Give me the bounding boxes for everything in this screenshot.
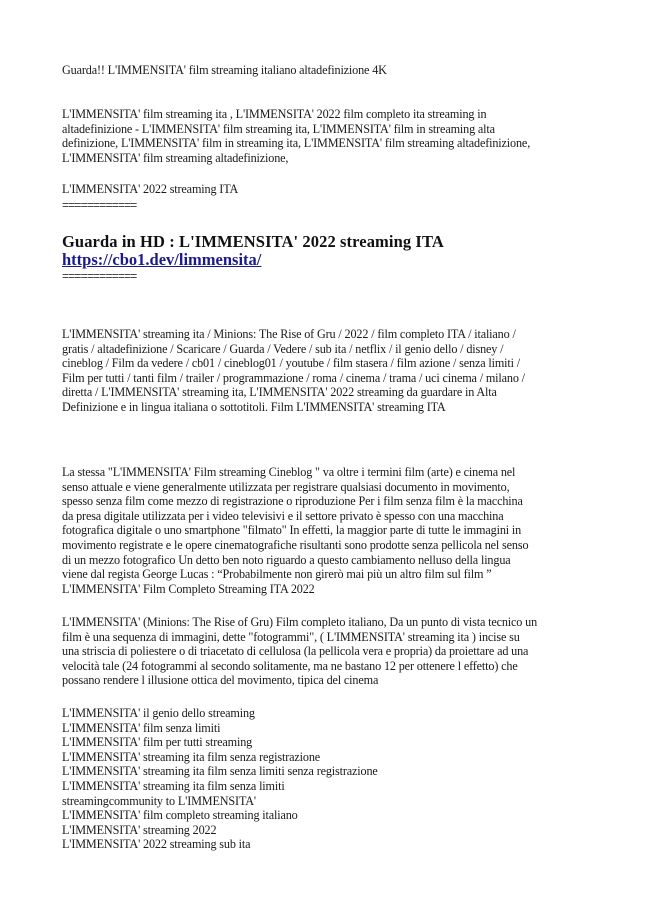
description-line: viene dal regista George Lucas : “Probabilmente non girerò mai più un altro film sul film ” xyxy=(62,567,492,582)
description-line: senso attuale e viene generalmente utilizzata per registrare qualsiasi documento in movimento, xyxy=(62,479,510,494)
technical-line: velocità tale (24 fotogrammi al secondo solitamente, ma ne bastano 12 per ottenere l effetto) che xyxy=(62,658,518,673)
technical-line: film è una sequenza di immagini, dette "fotogrammi", ( L'IMMENSITA' streaming ita ) incise su xyxy=(62,629,520,644)
keywords-line: altadefinizione - L'IMMENSITA' film streaming ita, L'IMMENSITA' film in streaming alta xyxy=(62,121,495,136)
keywords-line: L'IMMENSITA' film streaming ita , L'IMMENSITA' 2022 film completo ita streaming in xyxy=(62,107,487,121)
tags-line: L'IMMENSITA' streaming ita / Minions: The Rise of Gru / 2022 / film completo ITA / italiano / xyxy=(62,327,516,341)
tags-line: Film per tutti / tanti film / trailer / programmazione / roma / cinema / trama / uci cinema / milano / xyxy=(62,370,525,385)
tags-line: diretta / L'IMMENSITA' streaming ita, L'IMMENSITA' 2022 streaming da guardare in Alta xyxy=(62,385,497,400)
tags-line: cineblog / Film da vedere / cb01 / cineblog01 / youtube / film stasera / film azione / senza limiti / xyxy=(62,356,521,371)
description-paragraph xyxy=(62,465,592,596)
list-item: L'IMMENSITA' film completo streaming italiano xyxy=(62,808,298,823)
description-line: spesso senza film come mezzo di registrazione o riproduzione Per i film senza film è la macchina xyxy=(62,494,523,509)
technical-line: possano rendere l illusione ottica del movimento, tipica del cinema xyxy=(62,673,379,688)
tags-paragraph xyxy=(62,327,592,415)
description-line: La stessa "L'IMMENSITA' Film streaming Cineblog " va oltre i termini film (arte) e cinema nel xyxy=(62,465,516,479)
list-item: streamingcommunity to L'IMMENSITA' xyxy=(62,793,256,808)
list-item: L'IMMENSITA' streaming ita film senza limiti xyxy=(62,778,285,793)
keywords-line: definizione, L'IMMENSITA' film in streaming ita, L'IMMENSITA' film streaming altadefinizione, xyxy=(62,136,531,151)
list-item: L'IMMENSITA' film per tutti streaming xyxy=(62,735,253,750)
list-item: L'IMMENSITA' il genio dello streaming xyxy=(62,706,255,720)
technical-line: L'IMMENSITA' (Minions: The Rise of Gru) Film completo italiano, Da un punto di vista tecnico un xyxy=(62,615,538,629)
description-line: da presa digitale utilizzata per i video televisivi e il settore privato è spesso con una macchina xyxy=(62,508,504,523)
description-line: fotografica digitale o uno smartphone "filmato" In effetti, la maggior parte di tutte le immagini in xyxy=(62,523,522,538)
watch-heading: Guarda in HD : L'IMMENSITA' 2022 streaming ITA xyxy=(62,232,444,251)
subtitle-line: L'IMMENSITA' 2022 streaming ITA xyxy=(62,182,239,196)
list-item: L'IMMENSITA' film senza limiti xyxy=(62,720,221,735)
keyword-list xyxy=(62,706,592,852)
description-line: L'IMMENSITA' Film Completo Streaming ITA 2022 xyxy=(62,581,315,596)
list-item: L'IMMENSITA' 2022 streaming sub ita xyxy=(62,837,251,852)
description-line: movimento registrate e le opere cinematografiche risultanti sono prodotte senza pellicola nel senso xyxy=(62,537,529,552)
technical-paragraph xyxy=(62,615,592,688)
separator-bottom: ============ xyxy=(62,269,137,283)
keywords-paragraph xyxy=(62,107,592,165)
tags-line: Definizione e in lingua italiana o sottotitoli. Film L'IMMENSITA' streaming ITA xyxy=(62,399,446,414)
intro-line: Guarda!! L'IMMENSITA' film streaming italiano altadefinizione 4K xyxy=(62,63,387,77)
tags-line: gratis / altadefinizione / Scaricare / Guarda / Vedere / sub ita / netflix / il genio dello / disney / xyxy=(62,341,504,356)
technical-line: una striscia di poliestere o di triacetato di cellulosa (la pellicola vera e propria) da proiettare ad una xyxy=(62,644,529,659)
watch-link[interactable]: https://cbo1.dev/limmensita/ xyxy=(62,250,262,269)
description-line: di un mezzo fotografico Un detto ben noto riguardo a questo cambiamento nelluso della lingua xyxy=(62,552,511,567)
list-item: L'IMMENSITA' streaming ita film senza registrazione xyxy=(62,749,321,764)
list-item: L'IMMENSITA' streaming 2022 xyxy=(62,822,217,837)
list-item: L'IMMENSITA' streaming ita film senza limiti senza registrazione xyxy=(62,764,378,779)
separator-top: ============ xyxy=(62,198,137,212)
keywords-line: L'IMMENSITA' film streaming altadefinizione, xyxy=(62,150,289,165)
